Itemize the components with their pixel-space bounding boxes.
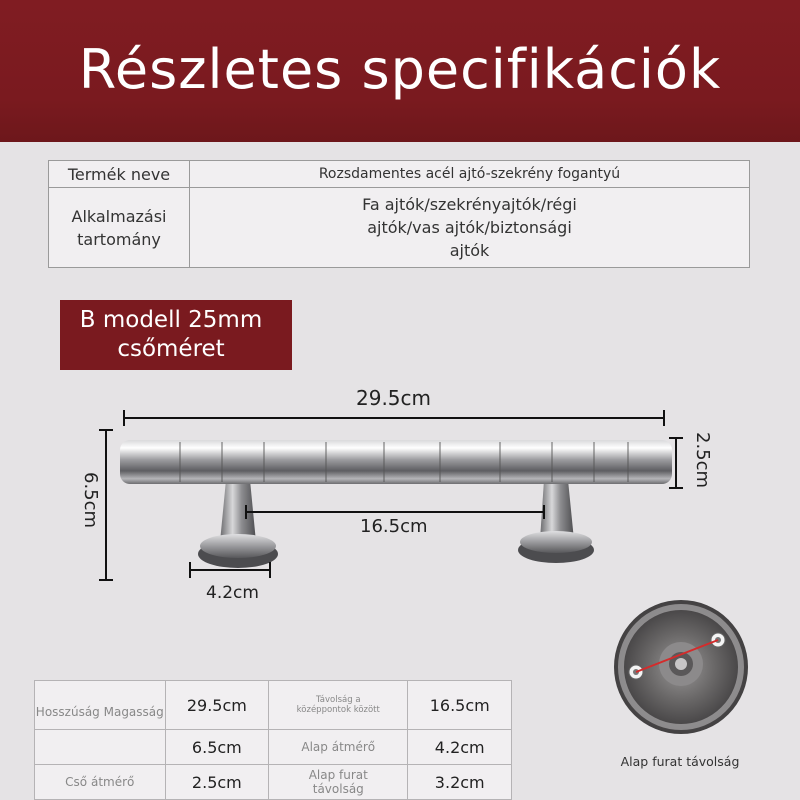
handle-tube xyxy=(120,440,672,484)
height-cell xyxy=(35,730,166,765)
base-hole-distance-value-cell: 3.2cm xyxy=(408,765,512,800)
length-value-cell: 29.5cm xyxy=(165,681,269,730)
application-range-value: Fa ajtók/szekrényajtók/régi ajtók/vas ajtók/biztonsági ajtók xyxy=(190,188,750,268)
base-diameter-value-cell: 4.2cm xyxy=(408,730,512,765)
center-distance-label: 16.5cm xyxy=(360,516,428,537)
length-label: 29.5cm xyxy=(356,386,432,410)
height-label: 6.5cm xyxy=(80,472,101,529)
header-banner xyxy=(0,0,800,142)
model-badge-line2: csőméret xyxy=(117,336,225,362)
product-name-label: Termék neve xyxy=(49,161,190,188)
tube-height-label: 2.5cm xyxy=(692,432,713,489)
base-diameter-label: 4.2cm xyxy=(206,583,259,603)
page-title: Részletes specifikációk xyxy=(78,38,722,101)
height-value-cell: 6.5cm xyxy=(165,730,269,765)
right-base xyxy=(518,531,594,563)
length-height-cell: Hosszúság Magasság xyxy=(35,681,166,730)
base-hole-distance-cell: Alap furat távolság xyxy=(269,765,408,800)
table-row xyxy=(49,161,750,188)
center-distance-value-cell: 16.5cm xyxy=(408,681,512,730)
center-distance-cell: Távolság a középpontok között xyxy=(269,681,408,730)
height-dimension-line xyxy=(99,430,113,580)
left-base xyxy=(198,534,278,568)
length-dimension-line xyxy=(124,410,664,426)
base-hole-closeup-drawing xyxy=(614,600,748,734)
base-hole-caption: Alap furat távolság xyxy=(620,754,740,769)
table-row xyxy=(49,188,750,268)
table-row xyxy=(35,730,512,765)
tube-diameter-cell: Cső átmérő xyxy=(35,765,166,800)
application-range-label: Alkalmazási tartomány xyxy=(49,188,190,268)
table-row xyxy=(35,765,512,800)
model-badge-line1: B modell 25mm xyxy=(79,307,263,333)
tube-diameter-value-cell: 2.5cm xyxy=(165,765,269,800)
product-name-value: Rozsdamentes acél ajtó-szekrény fogantyú xyxy=(190,161,750,188)
base-hole-closeup xyxy=(614,600,748,734)
dimensions-table xyxy=(34,680,512,800)
table-row xyxy=(35,681,512,730)
base-diameter-cell: Alap átmérő xyxy=(269,730,408,765)
model-badge xyxy=(60,300,292,370)
spec-table xyxy=(48,160,750,268)
right-post xyxy=(540,480,574,540)
